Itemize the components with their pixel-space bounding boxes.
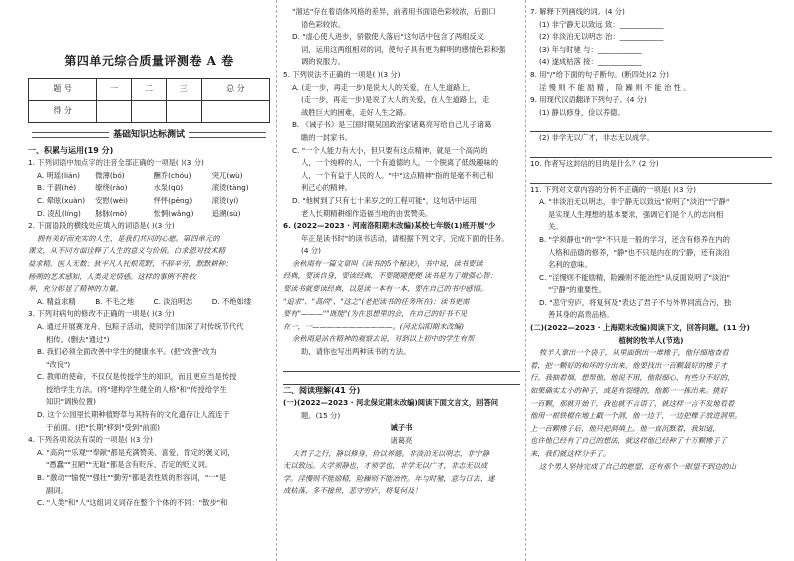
text-line: 人，一个纯粹的人，一个有道德的人，一个脱离了低级趣味的 [301,158,499,168]
text-line: (走一步，再走一步)是说了大人的关爱，在人生道路上，走 [301,95,490,105]
option-item: A. 精益求精 [37,296,76,306]
score-table-header-row [29,79,270,101]
answer-line[interactable] [283,359,520,372]
score-cell: 题 号 [29,79,97,101]
text-line: 2. 下面语段的横线处应填入的词语是( )(3 分) [28,221,175,231]
text-line: 行。我抽着烟，想帮他，他说不用，他很细心，有些分不好的， [530,373,735,383]
score-cell: 一 [97,79,132,101]
text-line: 植树的牧羊人(节选) [618,335,684,345]
section-banner [28,129,270,142]
text-line: 6. (2022—2023 · 河南洛阳期末改编)某校七年级(1)班开展"少 [283,221,496,231]
option-item: A. 明瑶(lián) [37,170,80,180]
banner-rule [189,132,266,138]
text-line: 于前面。(把"长期"移到"受到"前面) [46,422,160,432]
option-row [28,170,270,183]
answer-line[interactable] [530,119,772,132]
option-item: D. 凌乱(líng) [37,208,81,218]
text-line: 经典，要读自身，要读经典，不要随随便便 读书是为了增强心智； [283,271,497,281]
option-item: 滚烫(yí) [211,195,239,205]
column-left [28,6,270,510]
text-line: 夫君子之行，静以修身，俭以养德。非淡泊无以明志，非宁静 [292,448,490,458]
score-table [28,78,270,123]
text-line: A. 通过开展赛龙舟、包粽子活动，使同学们加深了对传统节代代 [37,321,244,331]
text-line: "宁静"的重要性。 [548,285,606,295]
text-line: (4 分) [301,246,321,256]
text-line: 着，把一颗好的和坏的分出来。他要找出一百颗最好的橡子才 [530,360,728,370]
option-item: 追溯(sù) [211,208,241,218]
text-line: 调的说服力。 [301,57,345,67]
option-item: 酬乔(chóu) [153,170,192,180]
option-item: D. 不绝如缕 [211,296,252,306]
text-line: 人，一个有益于人民的人。"中"这点精神"指的是毫不利己和 [301,170,494,180]
column-middle-body [283,6,520,498]
text-line: 来，我们就这样分手了。 [530,449,611,458]
text-line: (2) 非学无以广才，非志无以成学。 [539,133,654,143]
column-divider-left [276,0,277,561]
option-item: 微薄(bó) [95,170,125,180]
text-line: C. "人类"和"人"这组词义词存在整个个体的不同："散步"和 [37,498,228,508]
text-line: 7. 解释下列画线的词。(4 分) [530,7,625,16]
page-title: 第四单元综合质量评测卷 A 卷 [64,54,234,68]
text-line: 10. 作者写这封信的目的是什么？(2 分) [530,158,659,168]
option-item: B. 干涸(hé) [37,183,77,193]
text-line: 无以致远。夫学须静也，才须学也，非学无以广才，非志无以成 [283,461,488,471]
text-line: (1) 静以修身，俭以养德。 [539,107,625,117]
option-item: 怅惘(wǎng) [153,208,194,218]
option-row [28,182,270,195]
option-item: C. 淡泊明志 [153,296,193,306]
text-line: 他用一根铁棍在地上戳一个洞，他一边干，一边把橡子放进洞里。 [530,411,742,421]
option-item: 缭绕(rào) [95,183,128,193]
text-line: (一)(2022—2023 · 河北保定期末改编)阅读下面文言文，回答问 [283,398,499,408]
score-cell: 得 分 [29,101,97,123]
text-line: B. "学须静也"的"学"不只是一般的学习，还含有修养在内的 [539,234,730,244]
text-line: 学。淫慢则不能励精，险躁则不能冶性。年与时驰，意与日去，遂 [283,473,495,483]
text-line: 战胜巨大的困难，走好人生之路。 [301,107,411,117]
column-divider-right [525,0,526,561]
text-line: A. "高尚""乐观""奉献"都是充满赞美、喜爱、肯定的褒义词， [37,447,235,457]
text-line: "改良") [46,359,71,369]
text-line: (3) 年与时驰 与：____________ [539,44,642,54]
column-right [530,6,772,473]
text-line: 诸葛亮 [390,436,413,445]
text-line: C. "一个人能力有大小，但只要有这点精神，就是一个高尚的 [292,145,488,155]
text-line: (1) 非宁静无以致远 致：____________ [539,19,664,29]
text-line: D. "他树到了只有七十来岁之的工程可能"，这句话中运用 [292,195,477,205]
text-line: "追求"、"高尚"、"这之"(老把读书的任务所在)；读书更需 [283,296,470,306]
text-line: B. 我们必须全面改善中学生的健康水平。(把"改善"改为 [37,347,217,357]
text-line: 1. 下列词语中加点字的注音全部正确的一项是( )(3 分) [28,158,204,168]
text-line: 知识"调换位置) [46,397,96,407]
text-line: D. "虚心使人进步，骄傲使人落后"这句话中包含了两组反义 [292,32,485,42]
text-line: 要有"———""既能"(为在思想里的会，在自己的好书不见 [283,309,468,319]
option-item: C. 晕眩(xuàn) [37,195,86,205]
score-input-cell[interactable] [132,101,167,123]
option-item: 怦怦(pēng) [153,195,193,205]
text-line: 益求精，医人无数；狄平凡人托根荒野，不辞辛劳，默默耕种； [28,258,233,268]
text-line: 余秋雨有一篇文章叫《读书的5个秘诀》，书中说，读书要读 [292,258,483,268]
text-line: 在一，一———————————。(河北信阳期末改编) [283,321,464,331]
text-line: 成枯落，多不接世，悲守穷庐，将复何及！ [283,486,422,496]
option-row [28,208,270,221]
option-item: B. 不毛之地 [95,296,135,306]
text-line: 善其身的高贵品格。 [548,310,614,320]
text-line: 人格和品德的修养，"静"也不只是内在的宁静，还有淡泊 [548,247,730,257]
banner-text: 基础知识达标测试 [113,130,186,140]
text-line: 瞻的一封家书。 [301,132,353,142]
text-line: B. 《诫子书》是三国时期吴国政治家诸葛亮写给自己儿子诸葛 [292,120,492,130]
option-item: 水泵(qū) [153,183,184,193]
option-item: 脉脉(mò) [95,208,128,218]
text-line: A. (走一步，再走一步)是说大人的关爱，在人生道路上， [292,82,476,92]
option-row [28,195,270,208]
text-line: 相传。(删去"通过") [46,334,110,344]
text-line: 余秋雨是站在精神的观察去说，对到以上初中的学生有帮 [292,334,475,344]
text-line: 举，充分彰显了精神的力量。 [28,284,123,294]
text-line: (2) 非淡泊无以明志 治：____________ [539,32,664,42]
text-line: 课文，从不同方面诠释了人生的意义与价值。白求恩对技术精 [28,246,226,256]
text-line: C. "淫慢则不能励精，险躁则不能冶性"从反面说明了"淡泊" [539,272,730,282]
text-line: 这个男人坚持完成了自己的愿望，还有那个一眼望不到边的山 [539,461,737,471]
text-line: D. 这个公园里长期种植野草与其特有的文化遗存让人流连于 [37,410,230,420]
score-input-cell[interactable] [166,101,201,123]
text-line: (二)(2022—2023 · 上海期末改编)阅读下文，回答问题。(11 分) [530,323,750,333]
text-line: 一百颗，那就开始干，我也就不言语了，就这样一言不发地看着 [530,398,735,408]
text-line: 要读书就要读经典，以是读一本有一本，要在自己的书中感悟。 [283,284,488,294]
text-line: 利己心的精神。 [301,183,353,193]
text-line: 词，运用这两组相对的词，使句子具有更为鲜明的感情色彩和强 [301,44,506,54]
option-item: 滚烫(tàng) [211,183,249,193]
text-line: 诫子书 [390,423,413,433]
text-line: 年正是读书时"的读书活动，请根据下列文字，完成下面的任务。 [301,233,509,243]
score-cell: 二 [132,79,167,101]
text-line: 8. 用"/"给下面的句子断句。(断四处)(2 分) [530,69,669,79]
text-line: 老人长期精耕细作造福当地的由衷赞美。 [301,208,433,218]
text-line: 3. 下列对病句的修改不正确的一项是( )(3 分) [28,309,175,319]
text-line: "溜达"存在着语体风格的差异，前者用书面语色彩较浓，后面口 [292,7,496,16]
column-middle [283,6,520,498]
text-line: 淫 慢 则 不 能 励 精 ， 险 躁 则 不 能 治 性 。 [539,82,691,92]
text-line: 11. 下列对文章内容的分析不正确的一项是( )(3 分) [530,184,696,194]
text-line: C. 教师的使命，不仅仅是传授学生的知识，而且更应当是传授 [37,372,237,382]
option-item: 安慰(wèi) [95,195,129,205]
score-input-cell[interactable] [201,101,269,123]
text-line: 也许他已经有了自己的想法，就这样他已经种了十万颗橡子了 [530,436,728,446]
text-line: 是实现人生理想的基本要求，强调它们是个人的志向相 [548,209,724,219]
text-line: (4) 遂成枯落 接：____________ [539,57,642,67]
text-line: 名利的意味。 [548,260,592,270]
text-line: 牧羊人拿出一个袋子，从里面倒出一堆橡子，他仔细地查看 [539,348,729,358]
text-line: "愚蠢""丑陋""无耻"都是含有贬斥、否定的贬义词。 [46,460,213,470]
option-row [28,296,270,309]
answer-line[interactable] [530,171,772,184]
text-line: 拥有美好而充实的人生，是我们共同的心愿。第四单元的 [37,233,220,243]
text-line: 二、阅读理解(41 分) [283,385,361,395]
text-line: 语色彩较浓。 [301,19,345,29]
answer-line[interactable] [283,372,520,385]
text-line: 一、积累与运用(19 分) [28,145,114,155]
text-line: 上一百颗橡子后，他只把洞填上。他一直沉默着，我知道， [530,423,720,433]
text-line: D. "悲守穷庐，将复何及"表达了君子不与外界同流合污，独 [539,297,732,307]
text-line: 题。(15 分) [301,410,341,420]
score-cell: 总 分 [201,79,269,101]
answer-line[interactable] [530,145,772,158]
option-item: 突兀(wù) [211,170,243,180]
banner-rule [32,132,109,138]
score-cell: 三 [166,79,201,101]
text-line: 5. 下列说法不正确的一项是( )(3 分) [283,69,401,79]
score-input-cell[interactable] [97,101,132,123]
text-line: 如果确实太小的种子，或是有裂缝的，他都一一拣出来。挑好 [530,386,728,396]
text-line: A. "非淡泊无以明志，非宁静无以致远"说明了"淡泊""宁静" [539,197,730,207]
column-right-body [530,6,772,473]
text-line: 关。 [548,222,563,232]
text-line: 4. 下列各项说法有误的一项是( )(3 分) [28,435,153,445]
text-line: 助，请你也写出两种读书的方法。 [301,347,411,357]
column-left-body [28,145,270,510]
score-table-score-row [29,101,270,123]
text-line: B. "激动""愉悦""强壮""勤劳"都是表性质的形容词，"一"是 [37,473,227,483]
text-line: 9. 用现代汉语翻译下列句子。(4 分) [530,95,647,105]
text-line: 授给学生方法。(将"建构学生健全的人格"和"传授给学生 [46,384,227,394]
text-line: 杨朔的艺术感知，人类灵光情感。这样的事例不胜枚 [28,271,196,281]
text-line: 副词。 [46,485,68,495]
